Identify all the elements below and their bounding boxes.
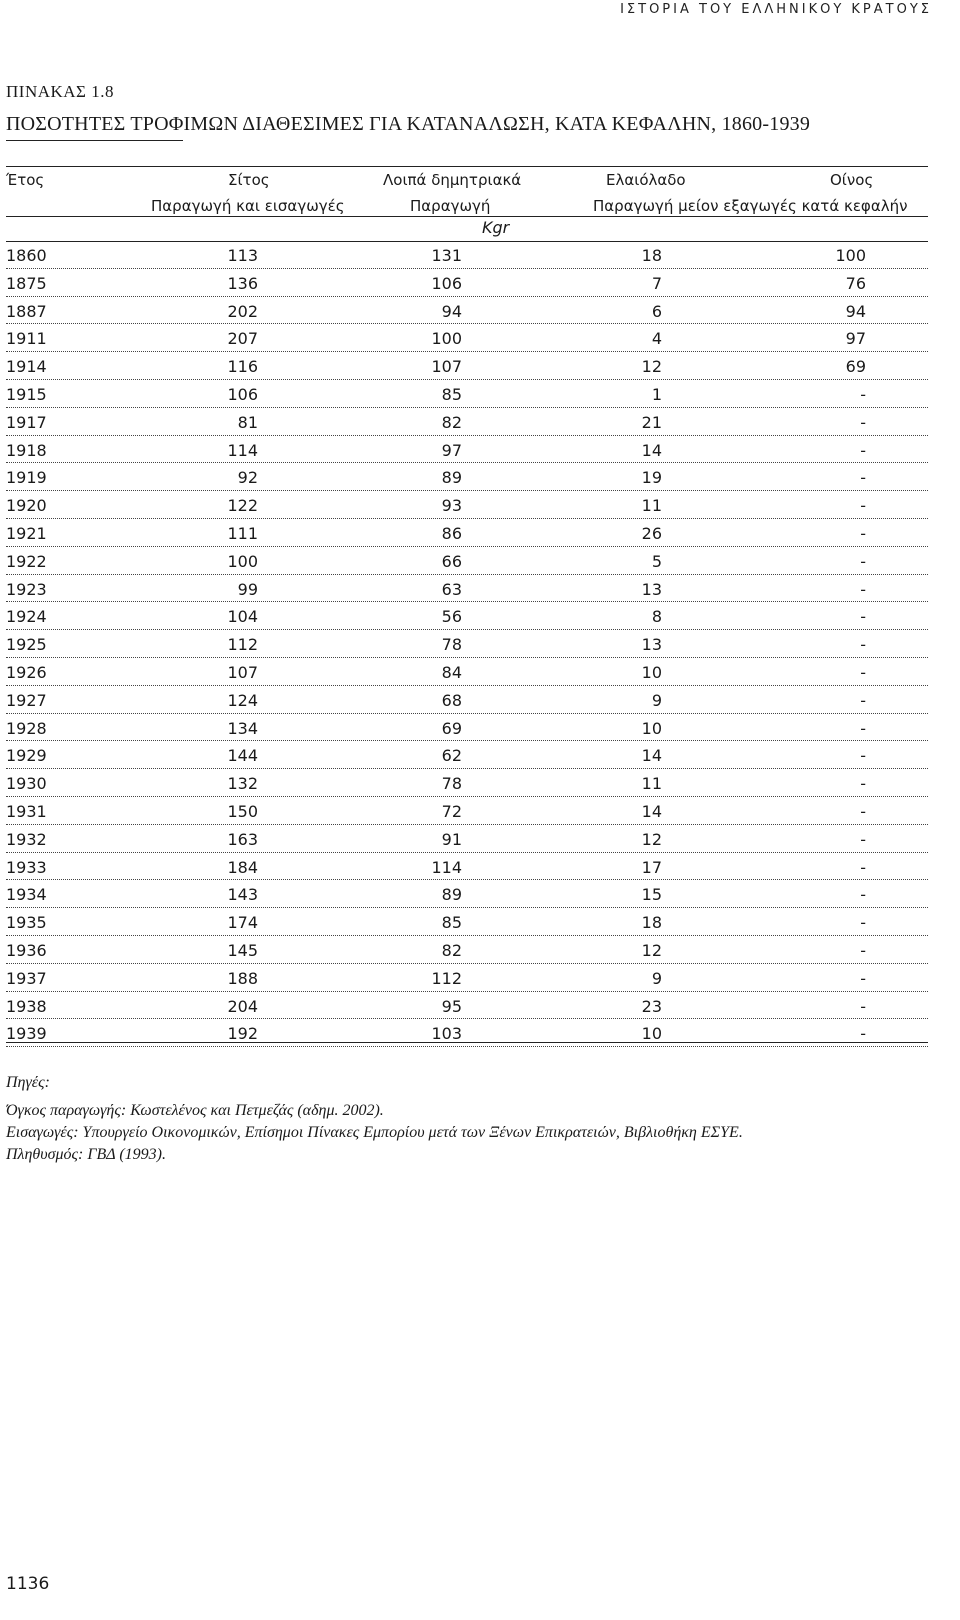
cell-wine: - <box>860 384 866 404</box>
cell-olive-oil: 4 <box>651 329 662 349</box>
cell-year: 1917 <box>6 412 47 432</box>
sources-heading: Πηγές: <box>6 1074 50 1091</box>
table-row <box>6 547 928 575</box>
data-table-body <box>6 241 928 1047</box>
cell-olive-oil: 14 <box>641 746 662 766</box>
cell-olive-oil: 21 <box>641 412 662 432</box>
header-mid-rule <box>6 216 928 217</box>
table-bottom-rule <box>6 1042 928 1043</box>
cell-year: 1918 <box>6 440 47 460</box>
cell-wine: - <box>860 412 866 432</box>
cell-wine: - <box>860 718 866 738</box>
table-row <box>6 658 928 686</box>
cell-wheat: 143 <box>227 885 258 905</box>
cell-year: 1935 <box>6 913 47 933</box>
cell-wine: - <box>860 440 866 460</box>
cell-year: 1914 <box>6 357 47 377</box>
cell-wheat: 174 <box>227 913 258 933</box>
header-year: Έτος <box>6 171 45 189</box>
cell-wheat: 202 <box>227 301 258 321</box>
cell-wine: - <box>860 913 866 933</box>
cell-wheat: 111 <box>227 523 258 543</box>
cell-other-cereals: 93 <box>441 496 462 516</box>
cell-wheat: 204 <box>227 996 258 1016</box>
cell-year: 1939 <box>6 1024 47 1044</box>
cell-year: 1928 <box>6 718 47 738</box>
table-row <box>6 908 928 936</box>
table-row <box>6 408 928 436</box>
table-row <box>6 519 928 547</box>
cell-wine: - <box>860 551 866 571</box>
cell-wine: 69 <box>845 357 866 377</box>
cell-other-cereals: 106 <box>431 273 462 293</box>
cell-year: 1936 <box>6 940 47 960</box>
cell-wheat: 184 <box>227 857 258 877</box>
cell-year: 1927 <box>6 690 47 710</box>
cell-olive-oil: 18 <box>641 246 662 265</box>
cell-year: 1875 <box>6 273 47 293</box>
cell-olive-oil: 9 <box>651 690 662 710</box>
cell-olive-oil: 11 <box>641 774 662 794</box>
cell-other-cereals: 84 <box>441 662 462 682</box>
cell-wine: - <box>860 940 866 960</box>
table-title: ΠΟΣΟΤΗΤΕΣ ΤΡΟΦΙΜΩΝ ΔΙΑΘΕΣΙΜΕΣ ΓΙΑ ΚΑΤΑΝΑΛΩΣΗ, ΚΑΤΑ ΚΕΦΑΛΗΝ, 1860-1939 <box>6 113 811 135</box>
cell-wine: - <box>860 607 866 627</box>
title-underline <box>6 140 183 141</box>
cell-wine: - <box>860 996 866 1016</box>
cell-year: 1934 <box>6 885 47 905</box>
header-top-rule <box>6 166 928 167</box>
table-row <box>6 575 928 603</box>
cell-wheat: 122 <box>227 496 258 516</box>
cell-year: 1887 <box>6 301 47 321</box>
cell-other-cereals: 82 <box>441 412 462 432</box>
cell-olive-oil: 17 <box>641 857 662 877</box>
cell-wine: - <box>860 468 866 488</box>
cell-other-cereals: 131 <box>431 246 462 265</box>
table-row <box>6 602 928 630</box>
cell-other-cereals: 95 <box>441 996 462 1016</box>
cell-wine: - <box>860 746 866 766</box>
cell-wheat: 92 <box>237 468 258 488</box>
cell-year: 1926 <box>6 662 47 682</box>
cell-wheat: 150 <box>227 801 258 821</box>
cell-wine: - <box>860 968 866 988</box>
cell-olive-oil: 12 <box>641 829 662 849</box>
table-row <box>6 297 928 325</box>
unit-label: Kgr <box>482 218 510 237</box>
cell-wheat: 144 <box>227 746 258 766</box>
cell-olive-oil: 1 <box>651 384 662 404</box>
cell-other-cereals: 72 <box>441 801 462 821</box>
cell-other-cereals: 78 <box>441 774 462 794</box>
page-number: 1136 <box>6 1574 50 1594</box>
sources-block <box>6 1072 743 1166</box>
table-row <box>6 797 928 825</box>
cell-wheat: 99 <box>237 579 258 599</box>
source-imports: Εισαγωγές: Υπουργείο Οικονομικών, Επίσημοι Πίνακες Εμπορίου μετά των Ξένων Επικρατειών, Βιβλιοθήκη ΕΣΥΕ. <box>6 1124 743 1141</box>
cell-wine: - <box>860 1024 866 1044</box>
table-number: ΠΙΝΑΚΑΣ 1.8 <box>6 82 114 101</box>
cell-wheat: 134 <box>227 718 258 738</box>
table-row <box>6 714 928 742</box>
subheader-oil-wine: Παραγωγή μείον εξαγωγές κατά κεφαλήν <box>593 197 908 215</box>
cell-wheat: 107 <box>227 662 258 682</box>
running-head: ΙΣΤΟΡΙΑ ΤΟΥ ΕΛΛΗΝΙΚΟΥ ΚΡΑΤΟΥΣ <box>620 2 932 17</box>
cell-other-cereals: 66 <box>441 551 462 571</box>
cell-wine: - <box>860 774 866 794</box>
cell-olive-oil: 10 <box>641 662 662 682</box>
cell-wheat: 188 <box>227 968 258 988</box>
cell-other-cereals: 112 <box>431 968 462 988</box>
cell-olive-oil: 10 <box>641 1024 662 1044</box>
cell-other-cereals: 69 <box>441 718 462 738</box>
cell-year: 1932 <box>6 829 47 849</box>
cell-wine: - <box>860 690 866 710</box>
cell-other-cereals: 94 <box>441 301 462 321</box>
cell-olive-oil: 11 <box>641 496 662 516</box>
cell-wheat: 124 <box>227 690 258 710</box>
cell-year: 1929 <box>6 746 47 766</box>
cell-wheat: 100 <box>227 551 258 571</box>
table-row <box>6 825 928 853</box>
cell-olive-oil: 13 <box>641 635 662 655</box>
table-row <box>6 436 928 464</box>
table-row <box>6 463 928 491</box>
cell-year: 1923 <box>6 579 47 599</box>
cell-other-cereals: 97 <box>441 440 462 460</box>
table-row <box>6 686 928 714</box>
cell-year: 1937 <box>6 968 47 988</box>
cell-year: 1920 <box>6 496 47 516</box>
cell-wine: - <box>860 635 866 655</box>
cell-olive-oil: 14 <box>641 801 662 821</box>
cell-year: 1938 <box>6 996 47 1016</box>
cell-year: 1924 <box>6 607 47 627</box>
table-row <box>6 853 928 881</box>
cell-wine: - <box>860 829 866 849</box>
cell-other-cereals: 62 <box>441 746 462 766</box>
header-olive-oil: Ελαιόλαδο <box>606 171 686 189</box>
cell-other-cereals: 103 <box>431 1024 462 1044</box>
table-row <box>6 936 928 964</box>
cell-wheat: 163 <box>227 829 258 849</box>
table-row <box>6 491 928 519</box>
cell-year: 1915 <box>6 384 47 404</box>
cell-olive-oil: 9 <box>651 968 662 988</box>
cell-olive-oil: 12 <box>641 940 662 960</box>
cell-wine: - <box>860 579 866 599</box>
cell-year: 1919 <box>6 468 47 488</box>
table-row <box>6 380 928 408</box>
table-row <box>6 741 928 769</box>
cell-wine: 97 <box>845 329 866 349</box>
cell-olive-oil: 15 <box>641 885 662 905</box>
cell-olive-oil: 19 <box>641 468 662 488</box>
cell-wheat: 132 <box>227 774 258 794</box>
cell-olive-oil: 12 <box>641 357 662 377</box>
cell-wheat: 192 <box>227 1024 258 1044</box>
cell-other-cereals: 56 <box>441 607 462 627</box>
cell-other-cereals: 114 <box>431 857 462 877</box>
cell-other-cereals: 86 <box>441 523 462 543</box>
cell-olive-oil: 5 <box>651 551 662 571</box>
cell-year: 1921 <box>6 523 47 543</box>
cell-olive-oil: 7 <box>651 273 662 293</box>
cell-olive-oil: 14 <box>641 440 662 460</box>
table-row <box>6 880 928 908</box>
cell-other-cereals: 78 <box>441 635 462 655</box>
cell-wheat: 207 <box>227 329 258 349</box>
cell-year: 1930 <box>6 774 47 794</box>
cell-year: 1911 <box>6 329 47 349</box>
header-wine: Οίνος <box>830 171 874 189</box>
table-row <box>6 324 928 352</box>
cell-year: 1922 <box>6 551 47 571</box>
cell-other-cereals: 85 <box>441 384 462 404</box>
cell-year: 1925 <box>6 635 47 655</box>
cell-other-cereals: 68 <box>441 690 462 710</box>
cell-wheat: 145 <box>227 940 258 960</box>
cell-wine: 100 <box>835 246 866 265</box>
cell-year: 1933 <box>6 857 47 877</box>
cell-other-cereals: 91 <box>441 829 462 849</box>
table-row <box>6 241 928 269</box>
cell-olive-oil: 26 <box>641 523 662 543</box>
cell-other-cereals: 89 <box>441 468 462 488</box>
cell-other-cereals: 85 <box>441 913 462 933</box>
table-row <box>6 769 928 797</box>
header-other-cereals: Λοιπά δημητριακά <box>383 171 522 189</box>
subheader-cereals: Παραγωγή <box>410 197 491 215</box>
cell-wheat: 136 <box>227 273 258 293</box>
source-population: Πληθυσμός: ΓΒΔ (1993). <box>6 1146 166 1163</box>
cell-other-cereals: 107 <box>431 357 462 377</box>
table-row <box>6 630 928 658</box>
cell-olive-oil: 10 <box>641 718 662 738</box>
cell-wine: - <box>860 523 866 543</box>
cell-other-cereals: 63 <box>441 579 462 599</box>
source-production: Όγκος παραγωγής: Κωστελένος και Πετμεζάς (αδημ. 2002). <box>6 1102 384 1119</box>
cell-wine: 76 <box>845 273 866 293</box>
cell-wheat: 114 <box>227 440 258 460</box>
cell-wheat: 81 <box>237 412 258 432</box>
cell-wheat: 104 <box>227 607 258 627</box>
cell-wheat: 106 <box>227 384 258 404</box>
cell-wheat: 112 <box>227 635 258 655</box>
cell-wine: 94 <box>845 301 866 321</box>
cell-wine: - <box>860 885 866 905</box>
cell-other-cereals: 82 <box>441 940 462 960</box>
cell-olive-oil: 18 <box>641 913 662 933</box>
cell-wine: - <box>860 662 866 682</box>
cell-wine: - <box>860 801 866 821</box>
cell-year: 1860 <box>6 246 47 265</box>
cell-other-cereals: 100 <box>431 329 462 349</box>
cell-olive-oil: 6 <box>651 301 662 321</box>
cell-year: 1931 <box>6 801 47 821</box>
table-row <box>6 964 928 992</box>
cell-wheat: 113 <box>227 246 258 265</box>
cell-other-cereals: 89 <box>441 885 462 905</box>
subheader-wheat: Παραγωγή και εισαγωγές <box>151 197 345 215</box>
cell-olive-oil: 23 <box>641 996 662 1016</box>
table-row <box>6 269 928 297</box>
cell-wheat: 116 <box>227 357 258 377</box>
header-wheat: Σίτος <box>228 171 270 189</box>
cell-olive-oil: 8 <box>651 607 662 627</box>
table-row <box>6 352 928 380</box>
cell-wine: - <box>860 496 866 516</box>
cell-olive-oil: 13 <box>641 579 662 599</box>
table-row <box>6 992 928 1020</box>
cell-wine: - <box>860 857 866 877</box>
